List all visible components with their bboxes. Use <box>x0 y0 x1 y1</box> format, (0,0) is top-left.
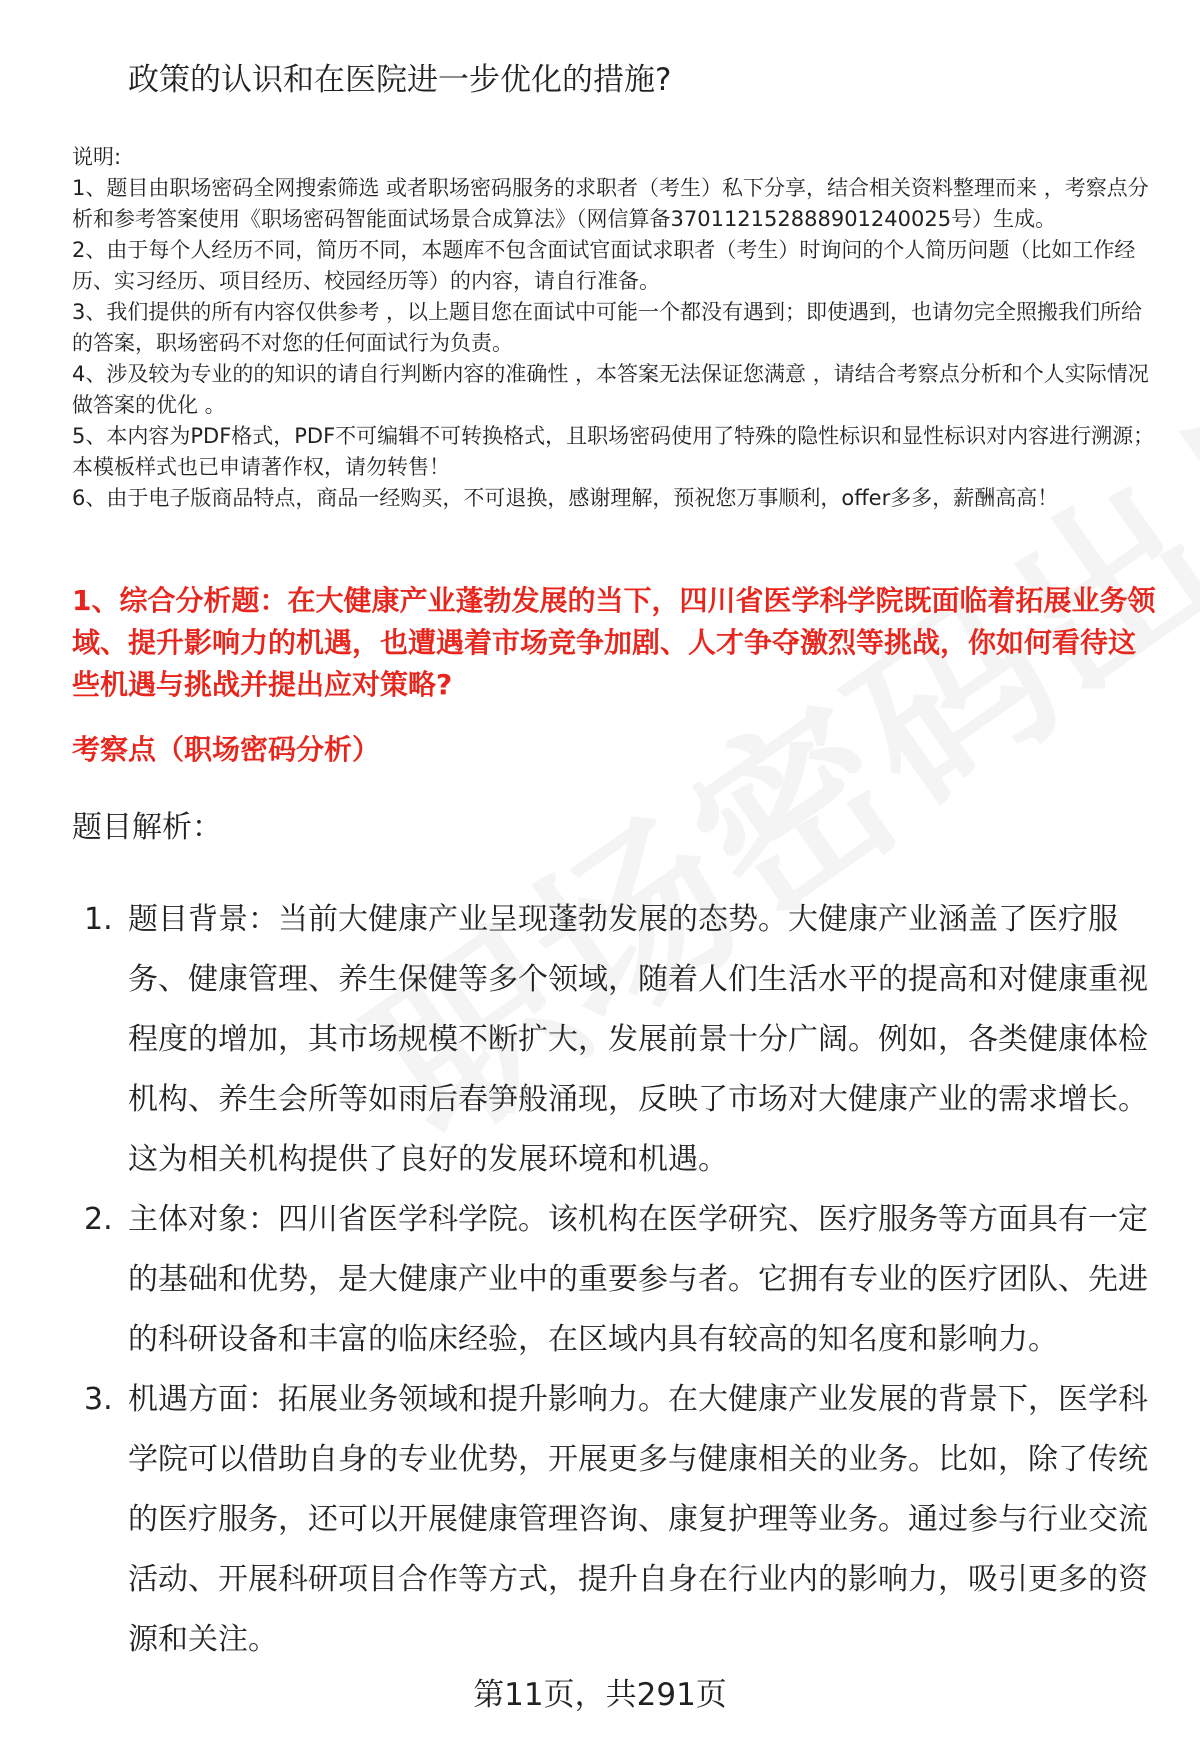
analysis-item-number: 1. <box>84 902 113 937</box>
note-item: 6、由于电子版商品特点，商品一经购买，不可退换，感谢理解，预祝您万事顺利，offer多多，薪酬高高！ <box>72 486 1059 510</box>
note-item: 3、我们提供的所有内容仅供参考 ，以上题目您在面试中可能一个都没有遇到；即使遇到，也请勿完全照搬我们所给的答案，职场密码不对您的任何面试行为负责。 <box>72 300 1143 355</box>
notes-section <box>72 142 1162 514</box>
exam-point-heading: 考察点（职场密码分析） <box>72 733 381 766</box>
notes-heading: 说明: <box>72 145 122 169</box>
analysis-item <box>84 1370 1148 1670</box>
note-item: 4、涉及较为专业的的知识的请自行判断内容的准确性 ，本答案无法保证您满意 ，请结合考察点分析和个人实际情况做答案的优化 。 <box>72 362 1149 417</box>
analysis-item <box>84 1190 1148 1370</box>
analysis-item-number: 2. <box>84 1202 113 1237</box>
analysis-list <box>84 890 1148 1670</box>
analysis-item-text: 题目背景：当前大健康产业呈现蓬勃发展的态势。大健康产业涵盖了医疗服务、健康管理、养生保健等多个领域，随着人们生活水平的提高和对健康重视程度的增加，其市场规模不断扩大，发展前景十分广阔。例如，各类健康体检机构、养生会所等如雨后春笋般涌现，反映了市场对大健康产业的需求增长。这为相关机构提供了良好的发展环境和机遇。 <box>128 902 1148 1177</box>
question-heading: 1、综合分析题：在大健康产业蓬勃发展的当下，四川省医学科学院既面临着拓展业务领域、提升影响力的机遇，也遭遇着市场竞争加剧、人才争夺激烈等挑战，你如何看待这些机遇与挑战并提出应对策略? <box>72 584 1156 701</box>
analysis-item-text: 机遇方面：拓展业务领域和提升影响力。在大健康产业发展的背景下，医学科学院可以借助自身的专业优势，开展更多与健康相关的业务。比如，除了传统的医疗服务，还可以开展健康管理咨询、康复护理等业务。通过参与行业交流活动、开展科研项目合作等方式，提升自身在行业内的影响力，吸引更多的资源和关注。 <box>128 1382 1148 1657</box>
analysis-item <box>84 890 1148 1190</box>
intro-line: 政策的认识和在医院进一步优化的措施? <box>128 62 672 98</box>
note-item: 1、题目由职场密码全网搜索筛选 或者职场密码服务的求职者（考生）私下分享，结合相关资料整理而来 ，考察点分析和参考答案使用《职场密码智能面试场景合成算法》（网信算备370112152888901240025号）生成。 <box>72 176 1149 231</box>
page-number: 第11页，共291页 <box>473 1677 727 1713</box>
analysis-item-number: 3. <box>84 1382 113 1417</box>
analysis-item-text: 主体对象：四川省医学科学院。该机构在医学研究、医疗服务等方面具有一定的基础和优势，是大健康产业中的重要参与者。它拥有专业的医疗团队、先进的科研设备和丰富的临床经验，在区域内具有较高的知名度和影响力。 <box>128 1202 1148 1357</box>
note-item: 2、由于每个人经历不同，简历不同，本题库不包含面试官面试求职者（考生）时询问的个人简历问题（比如工作经历、实习经历、项目经历、校园经历等）的内容，请自行准备。 <box>72 238 1136 293</box>
analysis-label: 题目解析： <box>72 810 222 845</box>
note-item: 5、本内容为PDF格式，PDF不可编辑不可转换格式，且职场密码使用了特殊的隐性标识和显性标识对内容进行溯源；本模板样式也已申请著作权，请勿转售！ <box>72 424 1155 479</box>
